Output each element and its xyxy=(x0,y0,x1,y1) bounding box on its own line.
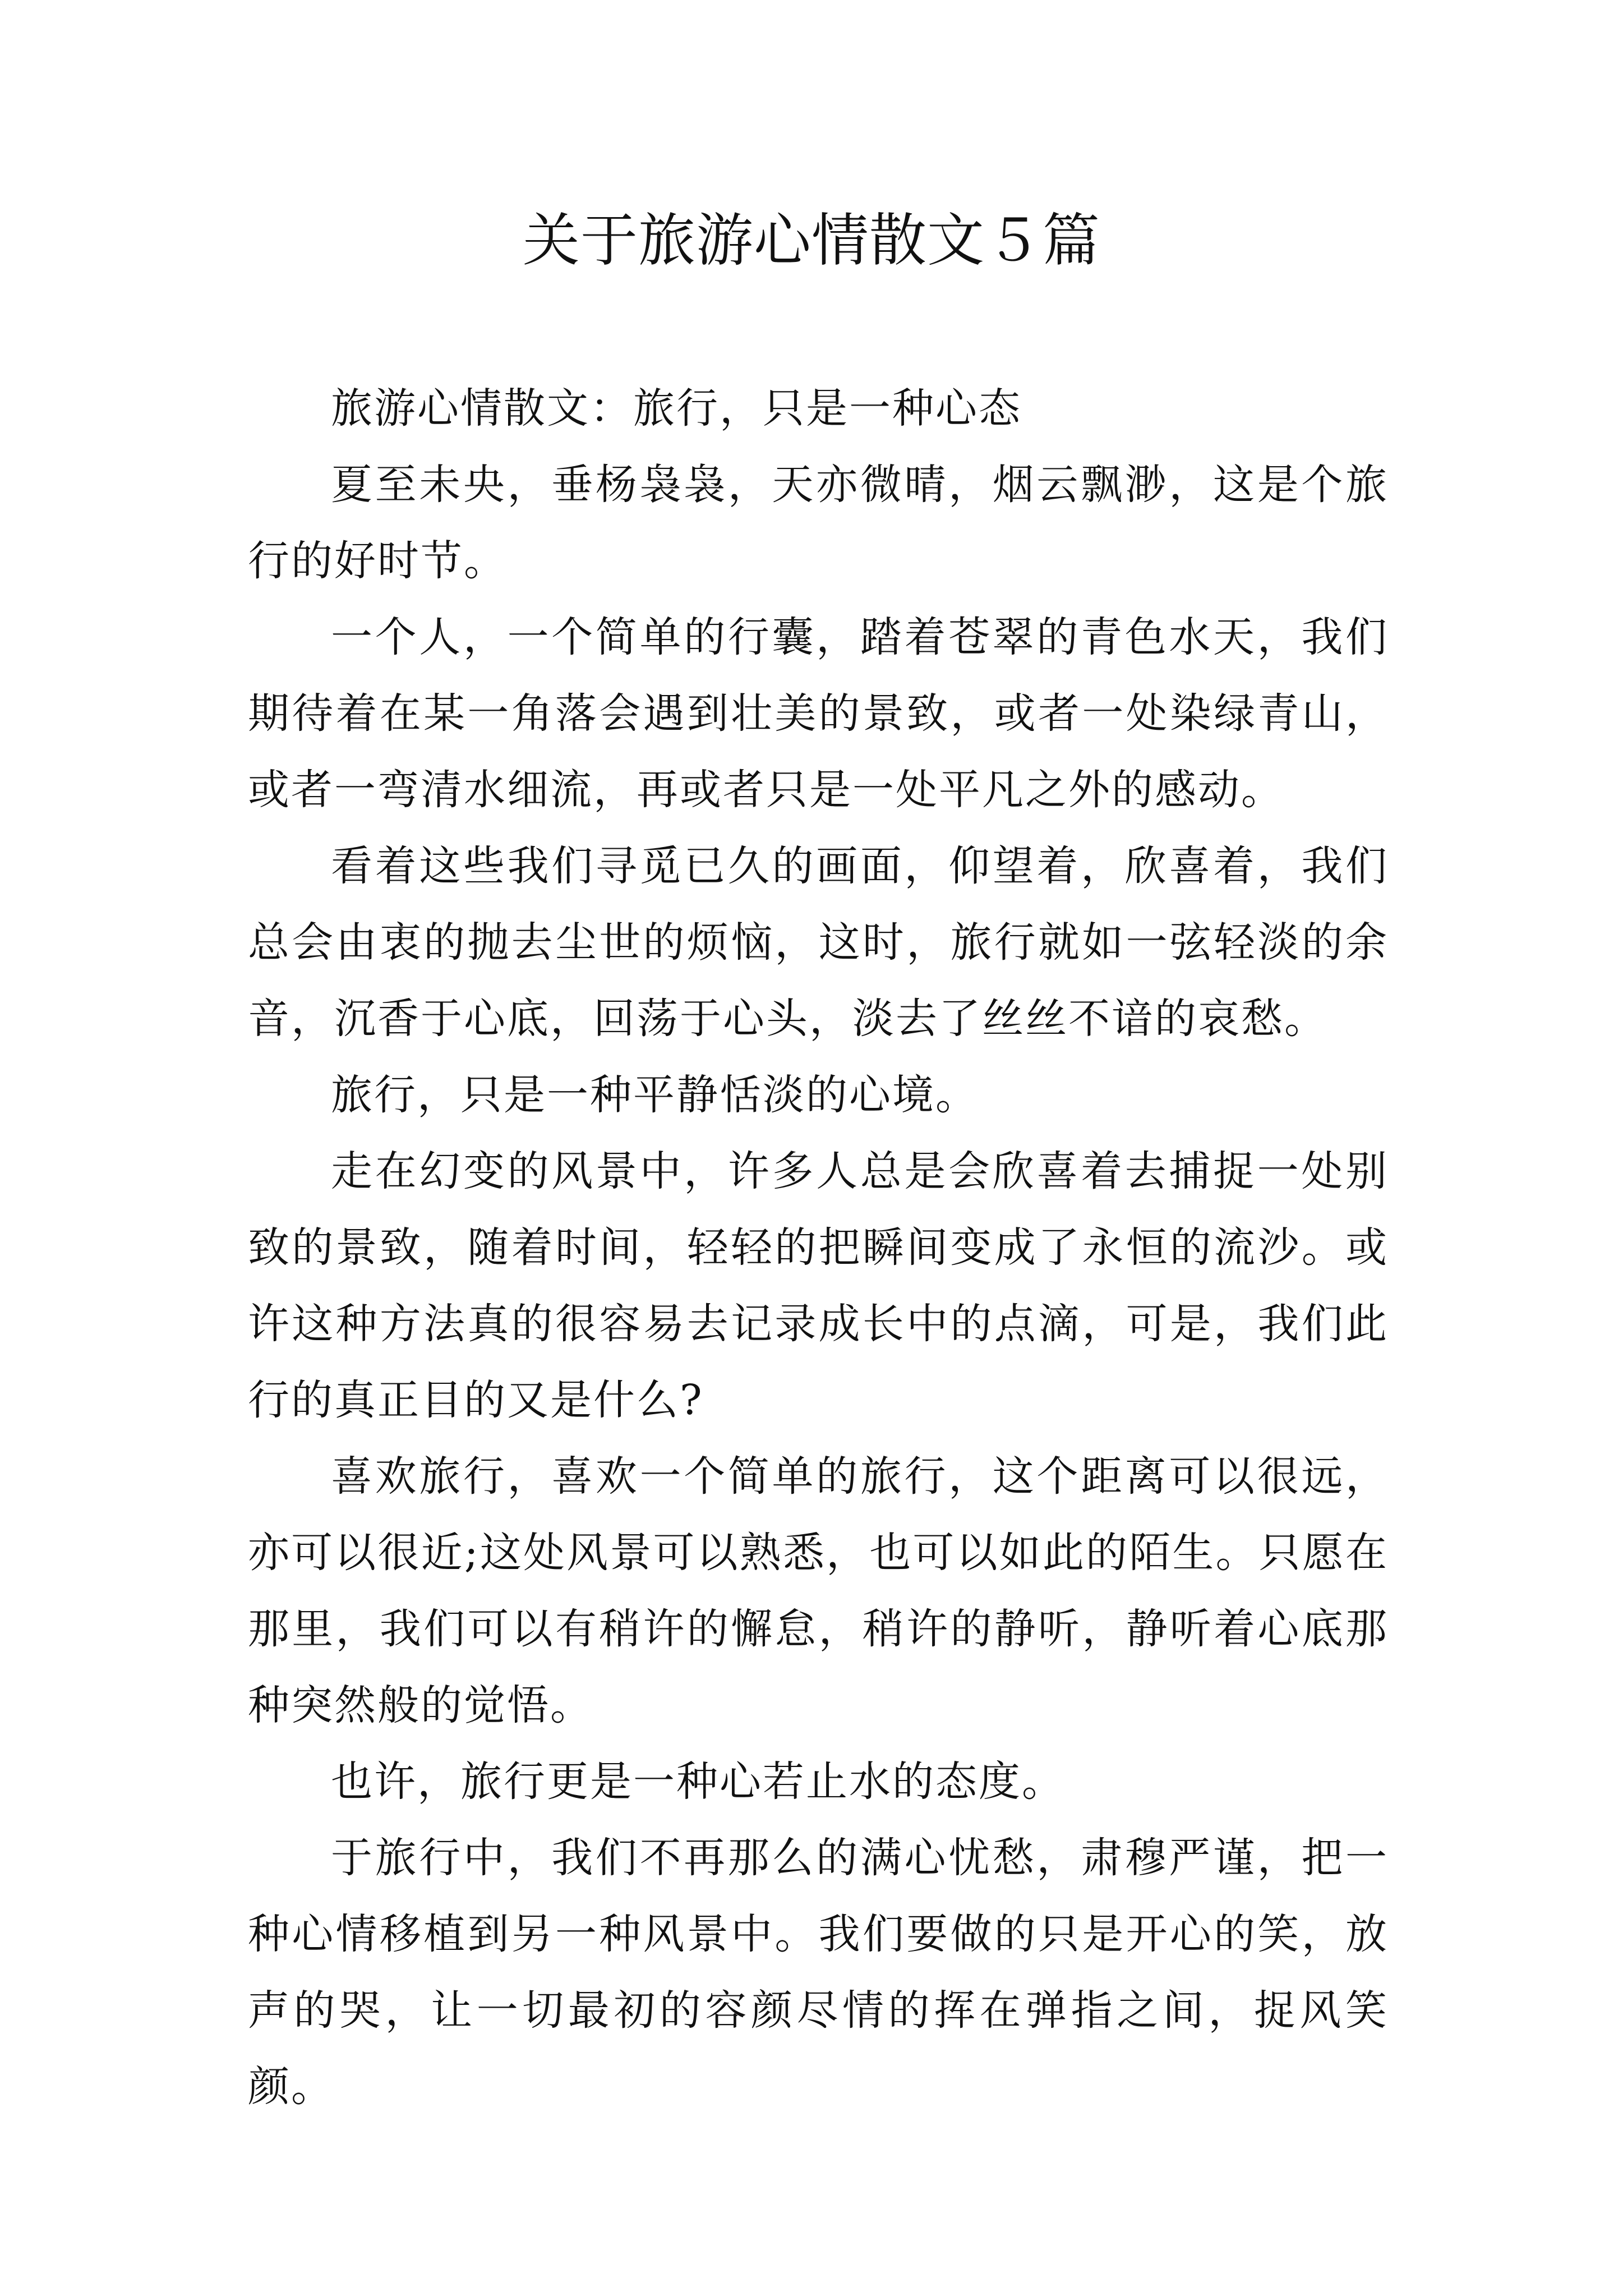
paragraph: 一个人，一个简单的行囊，踏着苍翠的青色水天，我们期待着在某一角落会遇到壮美的景致，或者一处染绿青山，或者一弯清水细流，再或者只是一处平凡之外的感动。 xyxy=(248,613,1389,814)
paragraph: 旅行，只是一种平静恬淡的心境。 xyxy=(331,1071,979,1119)
paragraph: 看着这些我们寻觅已久的画面，仰望着，欣喜着，我们总会由衷的抛去尘世的烦恼，这时，旅行就如一弦轻淡的余音，沉香于心底，回荡于心头，淡去了丝丝不谙的哀愁。 xyxy=(248,842,1389,1043)
paragraph: 喜欢旅行，喜欢一个简单的旅行，这个距离可以很远，亦可以很近;这处风景可以熟悉，也可以如此的陌生。只愿在那里，我们可以有稍许的懈怠，稍许的静听，静听着心底那种突然般的觉悟。 xyxy=(248,1452,1389,1729)
document-body xyxy=(248,370,1389,2125)
paragraph-subtitle: 旅游心情散文：旅行，只是一种心态 xyxy=(331,384,1022,432)
paragraph: 走在幻变的风景中，许多人总是会欣喜着去捕捉一处别致的景致，随着时间，轻轻的把瞬间变成了永恒的流沙。或许这种方法真的很容易去记录成长中的点滴，可是，我们此行的真正目的又是什么? xyxy=(248,1147,1389,1424)
paragraph: 夏至未央，垂杨袅袅，天亦微晴，烟云飘渺，这是个旅行的好时节。 xyxy=(248,461,1389,585)
paragraph: 也许，旅行更是一种心若止水的态度。 xyxy=(331,1757,1065,1806)
paragraph: 于旅行中，我们不再那么的满心忧愁，肃穆严谨，把一种心情移植到另一种风景中。我们要做的只是开心的笑，放声的哭，让一切最初的容颜尽情的挥在弹指之间，捉风笑颜。 xyxy=(248,1834,1389,2111)
document-title: 关于旅游心情散文５篇 xyxy=(523,208,1100,274)
